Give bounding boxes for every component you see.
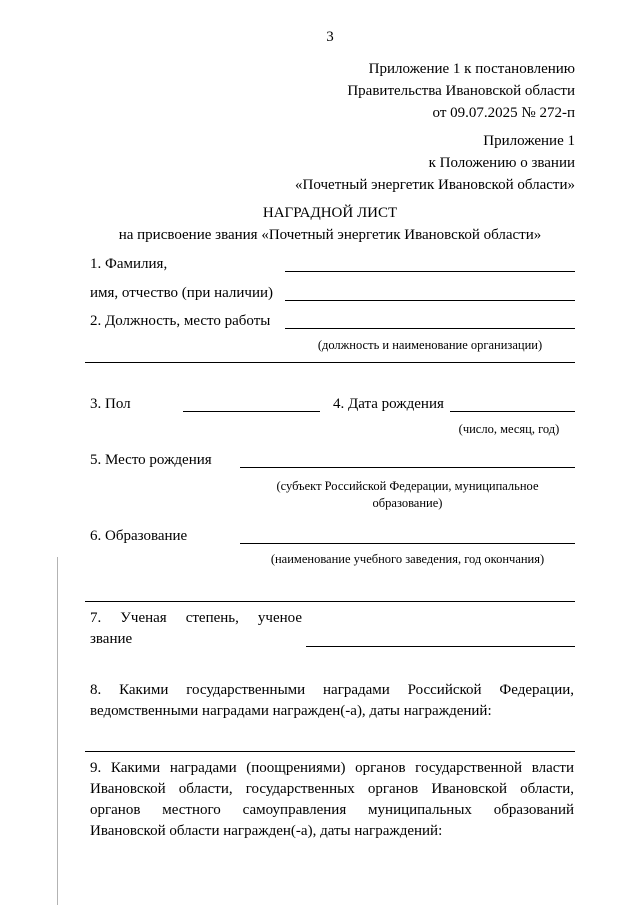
- field-birthdate-caption: (число, месяц, год): [458, 422, 560, 436]
- field-sex-label: 3. Пол: [90, 396, 131, 412]
- field-surname-blank-line: [285, 271, 575, 272]
- separator-rule: [85, 751, 575, 752]
- form-subtitle: на присвоение звания «Почетный энергетик Ивановской области»: [118, 227, 542, 243]
- field-education-label: 6. Образование: [90, 528, 188, 544]
- field-name-patronymic-blank-line: [285, 300, 575, 301]
- separator-rule: [85, 601, 575, 602]
- position-reference-line: Приложение 1: [483, 133, 575, 149]
- field-education-caption: (наименование учебного заведения, год окончания): [270, 552, 545, 566]
- form-title-block: [85, 202, 575, 246]
- field-academic-degree-row: [90, 608, 575, 650]
- field-birthplace-label: 5. Место рождения: [90, 452, 212, 468]
- separator-rule: [85, 362, 575, 363]
- field-state-awards-text: 8. Какими государственными наградами Российской Федерации, ведомственными наградами награжден(-а), даты награждений:: [90, 682, 574, 719]
- field-birthdate-blank-line: [450, 411, 575, 412]
- field-academic-degree-blank-line: [306, 646, 575, 647]
- decree-reference-block: [200, 58, 575, 124]
- field-position-caption: (должность и наименование организации): [317, 338, 543, 352]
- field-name-patronymic-row: [90, 279, 575, 304]
- field-position-label: 2. Должность, место работы: [90, 313, 271, 329]
- field-education-row: [90, 522, 575, 547]
- position-reference-line: к Положению о звании: [428, 155, 575, 171]
- field-position-blank-line: [285, 328, 575, 329]
- decree-reference-line: Приложение 1 к постановлению: [368, 61, 575, 77]
- page-number: 3: [326, 29, 334, 45]
- field-academic-degree-label: 7. Ученая степень, ученое звание: [90, 610, 302, 647]
- decree-reference-line: Правительства Ивановской области: [347, 83, 575, 99]
- field-position-row: [90, 307, 575, 332]
- field-surname-row: [90, 250, 575, 275]
- position-reference-line: «Почетный энергетик Ивановской области»: [295, 177, 575, 193]
- decree-reference-line: от 09.07.2025 № 272-п: [432, 105, 575, 121]
- field-regional-awards-text: 9. Какими наградами (поощрениями) органов государственной власти Ивановской области, государственных органов Ивановской области, органов местного самоуправления муниципальных образований Ивановской области награжден(-а), даты награждений:: [90, 760, 574, 839]
- field-birthplace-blank-line: [240, 467, 575, 468]
- field-birthplace-row: [90, 446, 575, 471]
- field-name-patronymic-label: имя, отчество (при наличии): [90, 285, 274, 301]
- field-birthplace-caption: (субъект Российской Федерации, муниципальное образование): [276, 479, 539, 510]
- field-birthdate-label: 4. Дата рождения: [333, 396, 444, 412]
- field-sex-blank-line: [183, 411, 320, 412]
- form-title: НАГРАДНОЙ ЛИСТ: [262, 205, 398, 221]
- position-reference-block: [200, 130, 575, 196]
- table-left-border: [57, 557, 58, 905]
- field-education-blank-line: [240, 543, 575, 544]
- field-surname-label: 1. Фамилия,: [90, 256, 168, 272]
- field-sex-birthdate-row: [90, 390, 575, 415]
